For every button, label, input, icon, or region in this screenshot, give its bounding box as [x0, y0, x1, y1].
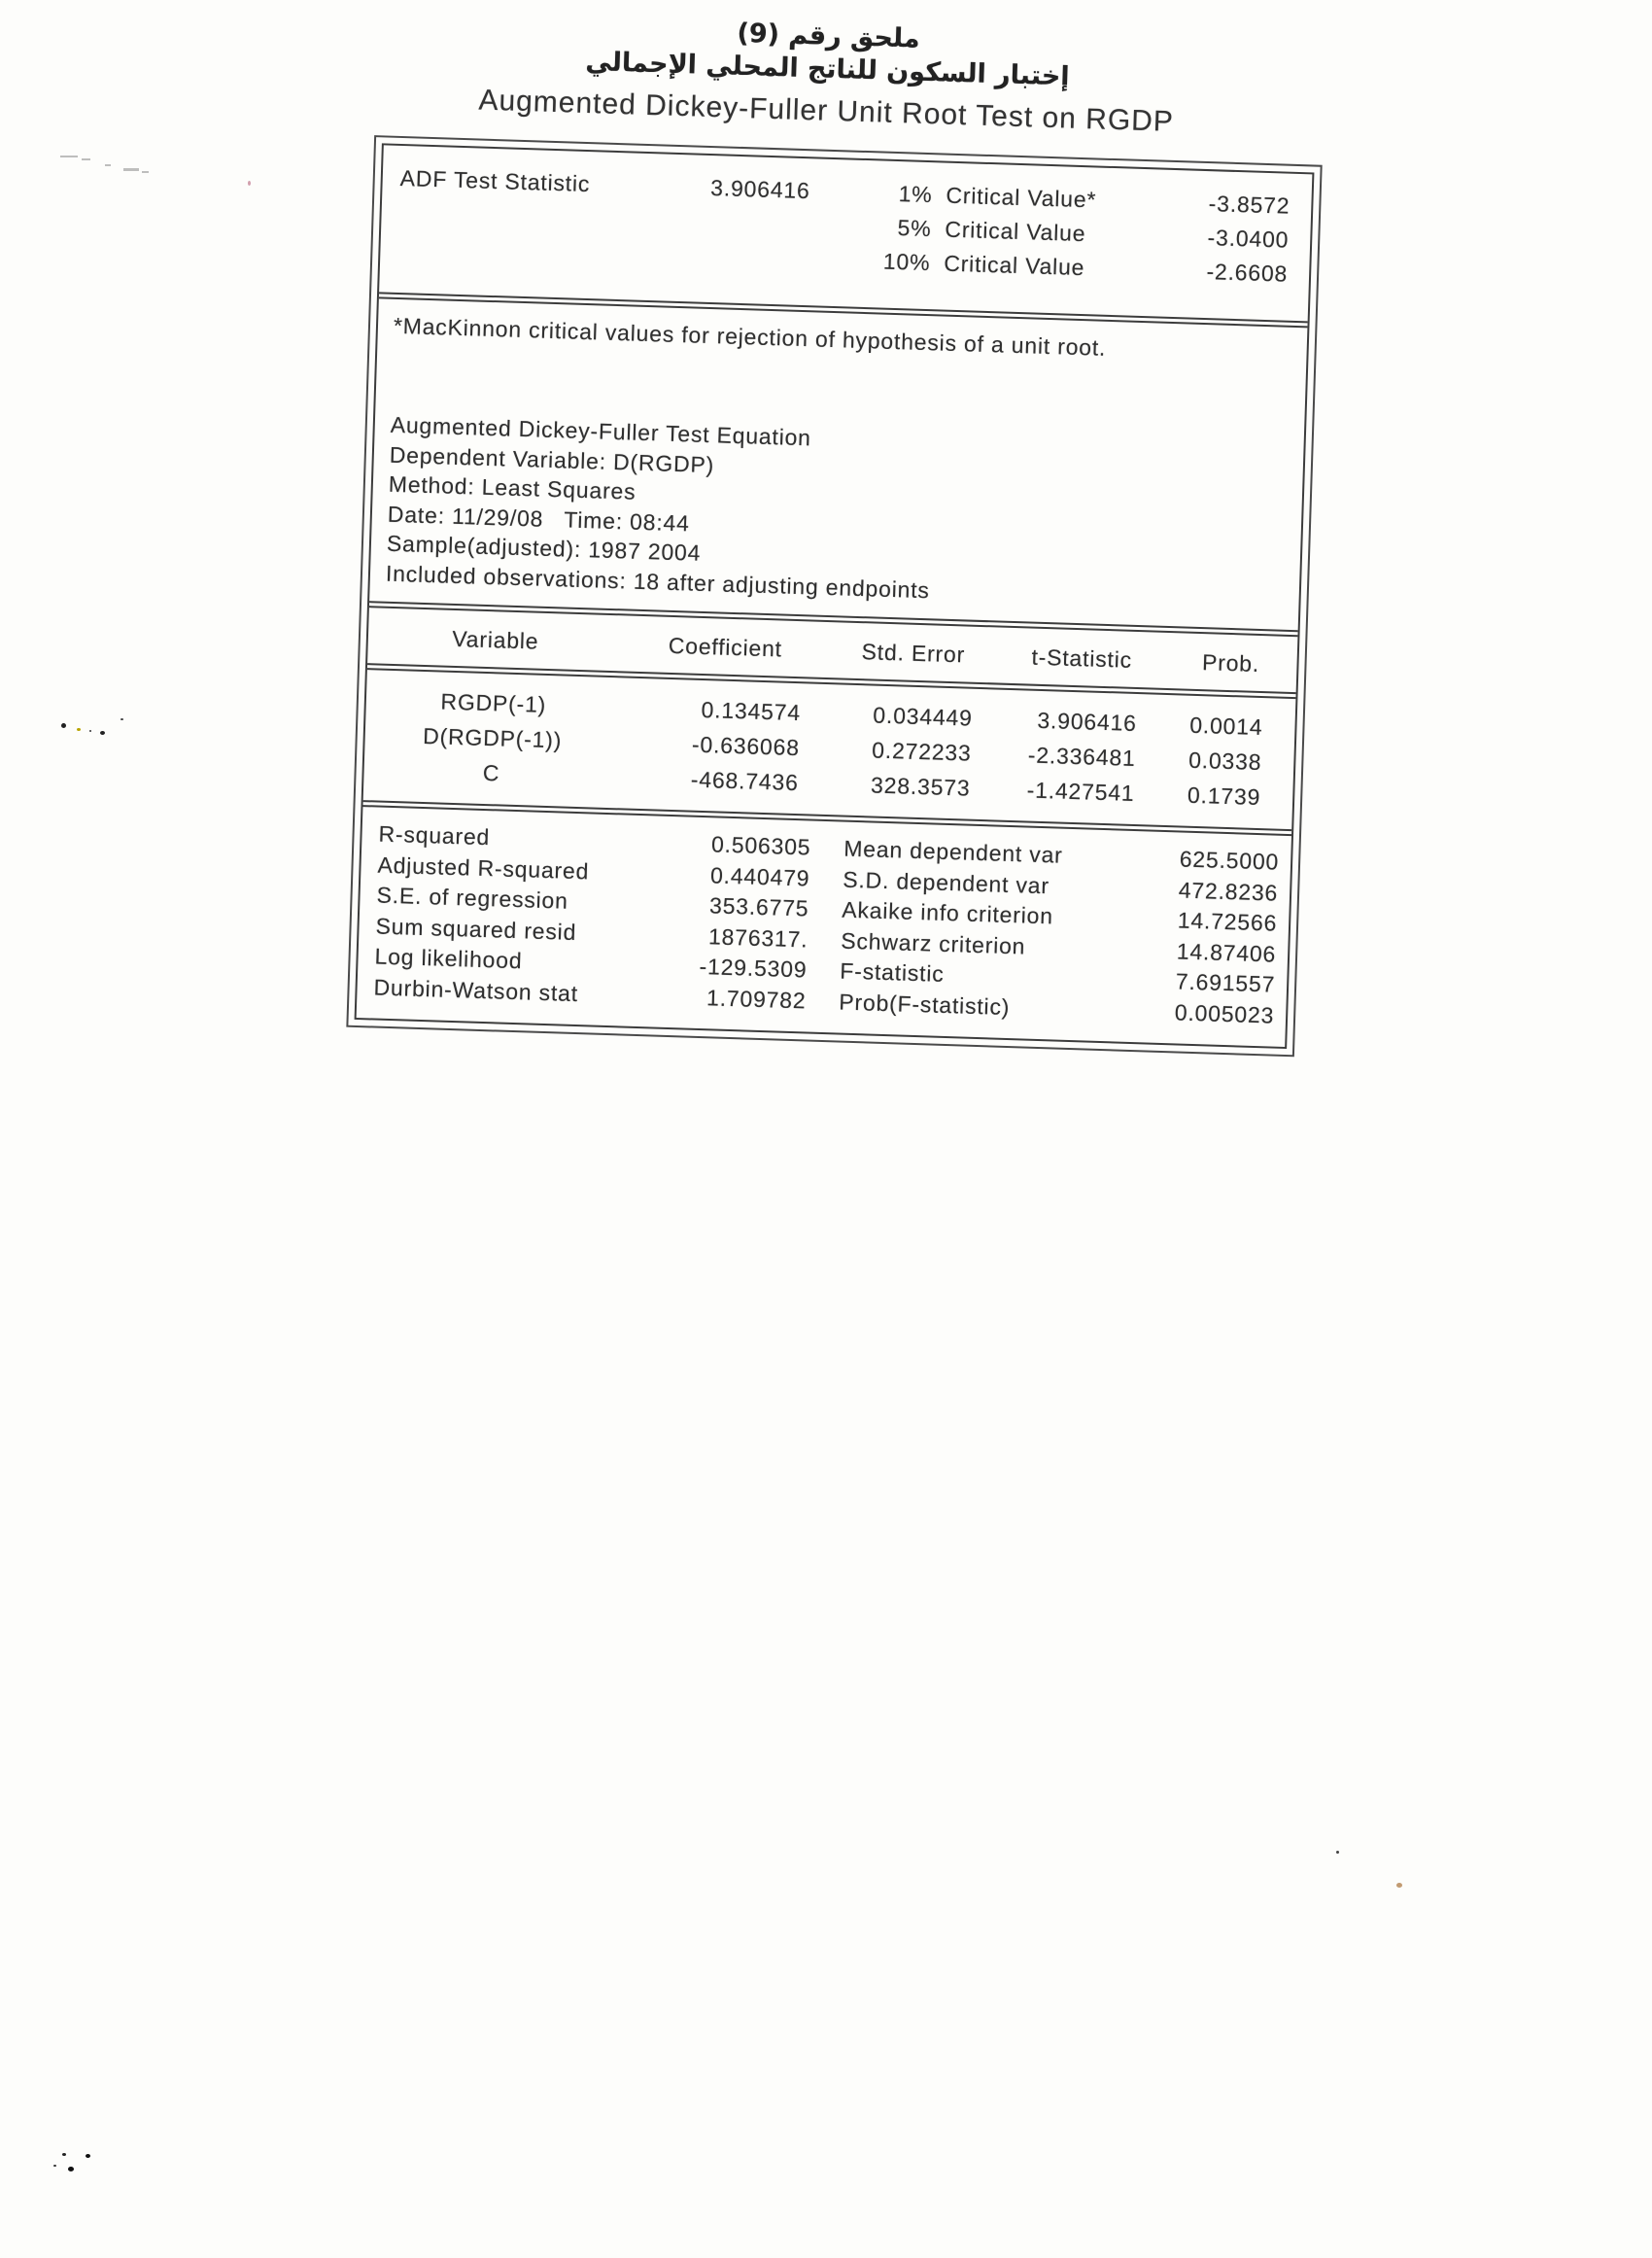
critical-level: 10% — [882, 248, 931, 276]
stat-value: 625.5000 — [1179, 846, 1280, 875]
stat-label: Sum squared resid — [375, 913, 577, 945]
appendix-subtitle-arabic: إختبار السكون للناتج المحلي الإجمالي — [585, 46, 1071, 92]
adf-statistic-section — [379, 145, 1312, 321]
critical-values-block — [868, 176, 1294, 292]
scan-content — [0, 0, 1652, 1067]
scan-speck — [89, 730, 91, 732]
equation-info-section — [369, 298, 1307, 630]
adf-stat-label: ADF Test Statistic — [399, 164, 591, 197]
mackinnon-footnote: *MacKinnon critical values for rejection of hypothesis of a unit root. — [393, 312, 1107, 361]
appendix-number-arabic: ملحق رقم (9) — [737, 17, 921, 54]
cell-prob: 0.1739 — [1187, 782, 1261, 811]
stat-value: 0.506305 — [710, 831, 811, 860]
critical-value: -2.6608 — [1206, 259, 1289, 287]
equation-info-line: Augmented Dickey-Fuller Test Equation — [390, 411, 812, 451]
stat-label: Adjusted R-squared — [377, 851, 590, 884]
scan-smudge — [123, 168, 139, 171]
page-header — [0, 0, 1652, 154]
cell-t-statistic: -1.427541 — [1026, 777, 1135, 806]
critical-name: Critical Value — [943, 250, 1085, 281]
adf-stat-value: 3.906416 — [709, 174, 811, 204]
cell-variable: RGDP(-1) — [440, 688, 547, 717]
equation-info-block — [386, 410, 1289, 616]
equation-info-line: Dependent Variable: D(RGDP) — [389, 441, 715, 477]
stat-value: 1876317. — [707, 922, 809, 953]
table-outer-frame — [346, 135, 1322, 1057]
scan-smudge — [105, 164, 111, 166]
cell-coefficient: -468.7436 — [690, 766, 800, 796]
summary-stats-section — [357, 807, 1291, 1047]
scan-smudge — [82, 158, 90, 160]
stat-label: Schwarz criterion — [840, 927, 1026, 959]
column-header: t-Statistic — [1031, 643, 1133, 673]
cell-std-error: 0.272233 — [871, 737, 973, 766]
stat-value: 7.691557 — [1175, 968, 1276, 997]
scan-speck — [248, 181, 251, 186]
scan-speck — [53, 2165, 56, 2167]
column-header: Variable — [451, 625, 539, 654]
equation-info-line: Method: Least Squares — [388, 470, 637, 504]
stat-value: 0.440479 — [709, 861, 810, 891]
critical-name: Critical Value* — [946, 182, 1097, 213]
scan-speck — [62, 2153, 66, 2156]
stat-value: -129.5309 — [699, 954, 808, 983]
table-inner-frame — [355, 143, 1315, 1049]
stat-label: Akaike info criterion — [841, 896, 1054, 929]
stat-value: 14.87406 — [1176, 937, 1277, 967]
scan-smudge — [60, 156, 78, 157]
cell-variable: C — [482, 759, 500, 786]
cell-t-statistic: 3.906416 — [1037, 707, 1138, 737]
adf-output-table — [346, 135, 1322, 1057]
column-header: Std. Error — [861, 639, 966, 668]
scan-speck — [1336, 1851, 1339, 1854]
cell-coefficient: 0.134574 — [701, 696, 802, 726]
critical-value: -3.0400 — [1207, 225, 1290, 253]
scan-speck — [61, 723, 66, 728]
stat-value: 1.709782 — [706, 984, 807, 1013]
stat-label: R-squared — [378, 820, 491, 851]
critical-name: Critical Value — [945, 216, 1086, 247]
stat-label: Prob(F-statistic) — [839, 989, 1011, 1020]
stat-value: 0.005023 — [1174, 998, 1275, 1028]
cell-prob: 0.0338 — [1187, 747, 1262, 776]
scan-speck — [77, 728, 81, 731]
critical-value: -3.8572 — [1208, 191, 1291, 219]
stat-label: S.D. dependent var — [842, 866, 1050, 898]
stat-label: Durbin-Watson stat — [373, 974, 579, 1006]
stat-label: Mean dependent var — [843, 835, 1064, 868]
scan-speck — [68, 2167, 74, 2171]
cell-std-error: 0.034449 — [873, 702, 974, 731]
scan-speck — [120, 718, 123, 720]
cell-variable: D(RGDP(-1)) — [422, 722, 563, 753]
critical-level: 5% — [897, 215, 932, 242]
stat-value: 14.72566 — [1177, 907, 1278, 936]
stat-value: 353.6775 — [708, 892, 809, 921]
scan-smudge — [142, 171, 149, 173]
equation-info-line: Sample(adjusted): 1987 2004 — [386, 530, 702, 566]
stat-value: 472.8236 — [1178, 876, 1279, 906]
cell-coefficient: -0.636068 — [691, 731, 801, 761]
stat-label: Log likelihood — [374, 943, 523, 974]
scan-speck — [100, 731, 105, 735]
cell-prob: 0.0014 — [1188, 712, 1263, 741]
cell-std-error: 328.3573 — [870, 772, 971, 801]
scan-speck — [86, 2154, 90, 2158]
scan-speck — [1396, 1883, 1402, 1888]
critical-level: 1% — [898, 181, 933, 208]
equation-info-line: Included observations: 18 after adjusting endpoints — [385, 560, 931, 603]
column-header: Prob. — [1201, 649, 1260, 677]
report-title: Augmented Dickey-Fuller Unit Root Test on RGDP — [477, 84, 1175, 138]
stat-label: F-statistic — [839, 957, 945, 987]
cell-t-statistic: -2.336481 — [1027, 742, 1137, 772]
stat-label: S.E. of regression — [376, 882, 569, 914]
column-header: Coefficient — [668, 632, 783, 662]
equation-info-line: Date: 11/29/08 Time: 08:44 — [387, 501, 691, 536]
